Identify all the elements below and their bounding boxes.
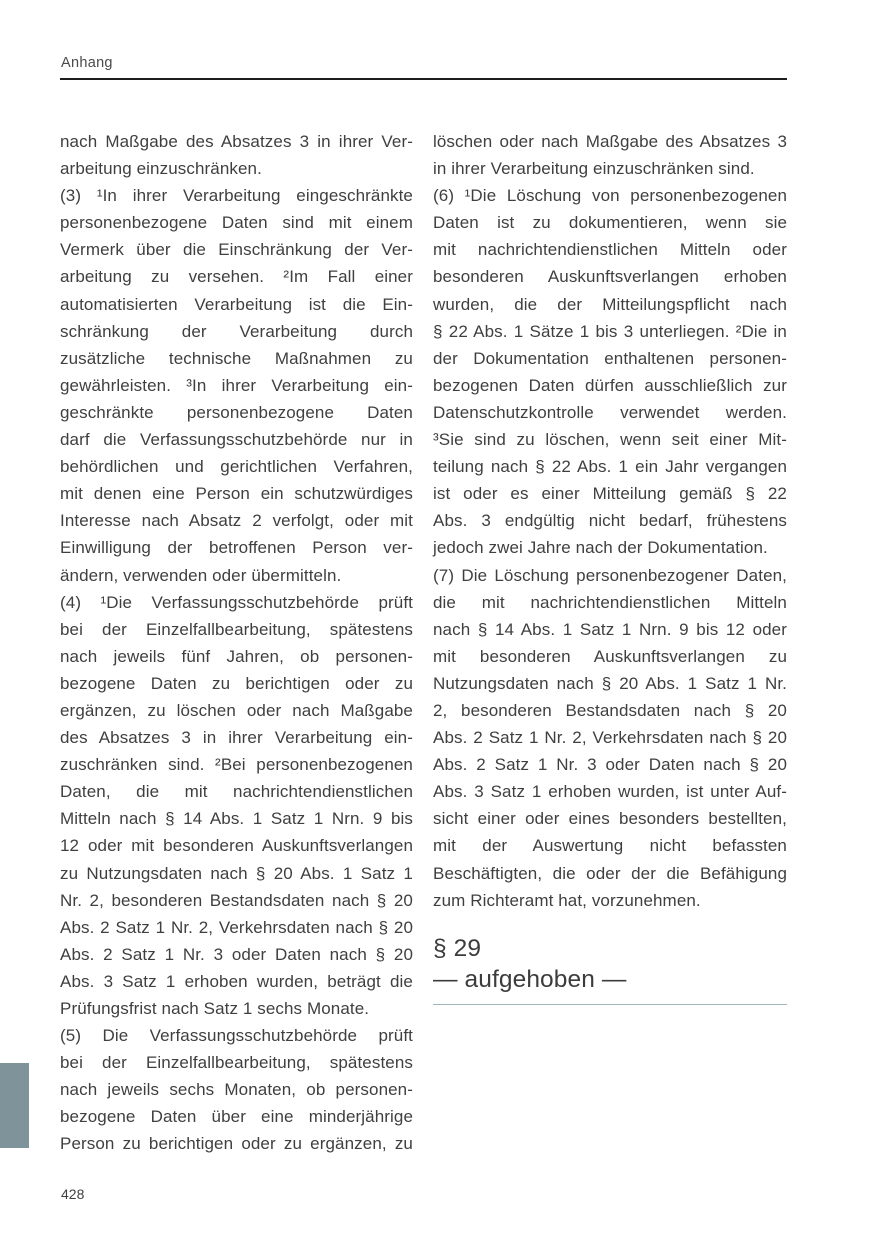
text-line: die mit nachrichtendienstlichen Mitteln: [433, 592, 787, 612]
text-line: Abs. 3 endgültig nicht bedarf, frühestens: [433, 511, 787, 531]
text-line: Interesse nach Absatz 2 verfolgt, oder mit: [60, 511, 413, 531]
text-line: § 22 Abs. 1 Sätze 1 bis 3 unterliegen. ²Die in: [433, 321, 787, 341]
text-line: des Absatzes 3 in ihrer Verarbeitung ein-: [60, 728, 413, 748]
left-column: [60, 128, 413, 1158]
text-line: bezogenen Daten dürfen ausschließlich zur: [433, 375, 787, 395]
margin-accent-square: [0, 1063, 29, 1148]
text-line: zum Richteramt hat, vorzunehmen.: [433, 890, 701, 910]
section-rule: [433, 1004, 787, 1005]
text-line: Prüfungsfrist nach Satz 1 sechs Monate.: [60, 999, 370, 1018]
text-line: (3) ¹In ihrer Verarbeitung eingeschränkte: [60, 186, 413, 206]
section-heading: [433, 933, 787, 995]
text-line: jedoch zwei Jahre nach der Dokumentation.: [433, 538, 768, 558]
text-line: bezogene Daten über eine minderjährige: [60, 1107, 413, 1127]
text-line: zuschränken sind. ²Bei personenbezogenen: [60, 755, 413, 775]
text-line: nach Maßgabe des Absatzes 3 in ihrer Ver-: [60, 132, 413, 151]
text-line: arbeitung zu versehen. ²Im Fall einer: [60, 267, 413, 287]
text-line: Abs. 3 Satz 1 erhoben wurden, ist unter Auf-: [433, 782, 787, 802]
text-line: ergänzen, zu löschen oder nach Maßgabe: [60, 700, 413, 720]
text-line: Datenschutzkontrolle verwendet werden.: [433, 402, 787, 422]
text-line: wurden, die der Mitteilungspflicht nach: [433, 294, 787, 314]
text-line: mit der Auswertung nicht befassten: [433, 836, 787, 856]
text-line: Abs. 2 Satz 1 Nr. 3 oder Daten nach § 20: [60, 944, 413, 964]
text-line: Abs. 2 Satz 1 Nr. 2, Verkehrsdaten nach § 20: [60, 917, 413, 937]
text-line: Daten ist zu dokumentieren, wenn sie: [433, 213, 787, 233]
text-line: Mitteln nach § 14 Abs. 1 Satz 1 Nrn. 9 bis: [60, 809, 413, 829]
text-line: mit besonderen Auskunftsverlangen zu: [433, 646, 787, 666]
text-line: Vermerk über die Einschränkung der Ver-: [60, 240, 413, 260]
text-line: behördlichen und gerichtlichen Verfahren,: [60, 457, 413, 477]
page-number: 428: [61, 1186, 85, 1202]
text-line: personenbezogene Daten sind mit einem: [60, 213, 413, 233]
text-line: Nutzungsdaten nach § 20 Abs. 1 Satz 1 Nr.: [433, 673, 787, 693]
text-line: der Dokumentation enthaltenen personen-: [433, 348, 787, 368]
text-line: automatisierten Verarbeitung ist die Ein-: [60, 294, 413, 314]
text-line: Abs. 2 Satz 1 Nr. 3 oder Daten nach § 20: [433, 755, 787, 775]
text-line: schränkung der Verarbeitung durch: [60, 321, 413, 341]
right-column: [433, 128, 787, 1005]
text-line: bezogene Daten zu berichtigen oder zu: [60, 673, 413, 693]
text-line: Daten, die mit nachrichtendienstlichen: [60, 782, 413, 802]
text-line: mit denen eine Person ein schutzwürdiges: [60, 484, 413, 504]
text-line: in ihrer Verarbeitung einzuschränken sind.: [433, 159, 755, 179]
running-header-label: Anhang: [61, 55, 113, 71]
text-line: nach jeweils fünf Jahren, ob personen-: [60, 646, 413, 666]
text-line: sicht einer oder eines besonders bestellten,: [433, 809, 787, 829]
section-status-aufgehoben: — aufgehoben —: [433, 965, 627, 993]
text-line: ist oder es einer Mitteilung gemäß § 22: [433, 484, 787, 504]
section-number: § 29: [433, 934, 482, 962]
text-line: mit nachrichtendienstlichen Mitteln oder: [433, 240, 787, 260]
text-line: besonderen Auskunftsverlangen erhoben: [433, 267, 787, 287]
text-line: darf die Verfassungsschutzbehörde nur in: [60, 430, 413, 450]
text-line: (6) ¹Die Löschung von personenbezogenen: [433, 186, 787, 206]
text-line: ändern, verwenden oder übermitteln.: [60, 565, 342, 585]
text-line: zusätzliche technische Maßnahmen zu: [60, 348, 413, 368]
text-line: zu Nutzungsdaten nach § 20 Abs. 1 Satz 1: [60, 863, 413, 883]
text-line: ³Sie sind zu löschen, wenn seit einer Mit-: [433, 430, 787, 450]
text-line: teilung nach § 22 Abs. 1 ein Jahr vergangen: [433, 457, 787, 477]
text-line: Einwilligung der betroffenen Person ver-: [60, 538, 413, 558]
text-line: Beschäftigten, die oder der die Befähigung: [433, 863, 787, 883]
text-line: löschen oder nach Maßgabe des Absatzes 3: [433, 132, 787, 151]
text-line: nach jeweils sechs Monaten, ob personen-: [60, 1080, 413, 1100]
text-line: (7) Die Löschung personenbezogener Daten,: [433, 565, 787, 585]
text-line: arbeitung einzuschränken.: [60, 159, 262, 179]
text-line: (5) Die Verfassungsschutzbehörde prüft: [60, 1026, 413, 1046]
text-line: geschränkte personenbezogene Daten: [60, 402, 413, 422]
text-line: 2, besonderen Bestandsdaten nach § 20: [433, 700, 787, 720]
text-line: 12 oder mit besonderen Auskunftsverlangen: [60, 836, 413, 856]
header-rule: [60, 78, 787, 80]
text-line: Abs. 3 Satz 1 erhoben wurden, beträgt die: [60, 971, 413, 991]
text-line: Abs. 2 Satz 1 Nr. 2, Verkehrsdaten nach § 20: [433, 728, 787, 748]
text-line: (4) ¹Die Verfassungsschutzbehörde prüft: [60, 592, 413, 612]
right-column-text: [433, 128, 787, 914]
text-line: nach § 14 Abs. 1 Satz 1 Nrn. 9 bis 12 oder: [433, 619, 787, 639]
text-line: Person zu berichtigen oder zu ergänzen, zu: [60, 1134, 413, 1154]
text-line: gewährleisten. ³In ihrer Verarbeitung ein-: [60, 375, 413, 395]
text-line: bei der Einzelfallbearbeitung, spätestens: [60, 619, 413, 639]
text-line: Nr. 2, besonderen Bestandsdaten nach § 20: [60, 890, 413, 910]
text-line: bei der Einzelfallbearbeitung, spätestens: [60, 1053, 413, 1073]
